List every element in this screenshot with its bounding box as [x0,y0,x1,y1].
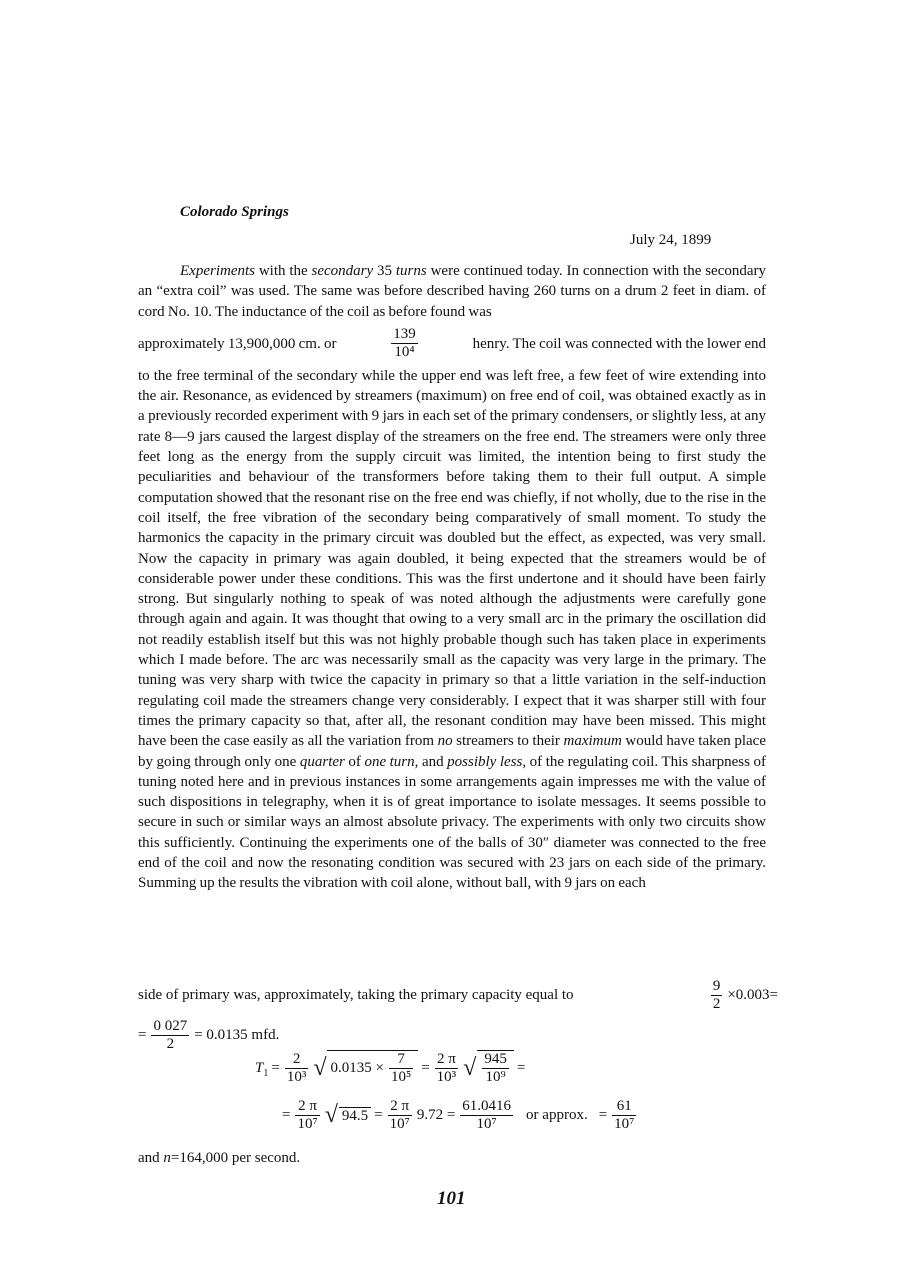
variable-n: n [163,1150,171,1166]
period-formula-line-1 [255,1050,525,1087]
capacity-result-line [138,1018,778,1054]
capacity-equation-line [138,978,778,1014]
fraction-seven [389,1051,413,1087]
text-run: streamers to their [452,733,564,750]
text-run: approximately 13,900,000 cm. or [138,335,337,352]
fraction-denominator: 10⁵ [390,1069,412,1086]
subscript: 1 [263,1067,269,1079]
text-run: 0.0135 × [330,1060,384,1077]
inductance-line [138,322,766,366]
page-number: 101 [437,1188,466,1209]
fraction-numerator: 0 027 [151,1018,189,1036]
text-run: ×0.003= [727,987,778,1004]
fraction-numerator: 2 π [388,1098,412,1116]
emphasis-possibly-less: possibly less [447,753,523,770]
emphasis-quarter: quarter [299,753,345,770]
fraction-denominator: 2 [166,1036,175,1053]
fraction-numerator: 139 [391,326,418,344]
emphasis-no: no [437,733,453,750]
text-run: with the [254,263,312,279]
equals-sign: = [421,1059,430,1076]
period-formula-line-2 [282,1098,638,1134]
equals-sign: = [138,1027,147,1044]
fraction-denominator: 10⁴ [394,344,415,361]
text-run: 9.72 = [416,1107,456,1124]
variable-T: T [255,1059,264,1076]
sqrt-icon: √ [463,1054,477,1081]
capacity-expression [709,978,778,1014]
fraction-two-pi [295,1098,319,1134]
text-run: henry. The coil was connected with the lower end [472,335,766,352]
equals-sign: = [271,1059,280,1076]
fraction-denominator: 10⁷ [297,1116,318,1133]
entry-date: July 24, 1899 [630,232,712,248]
fraction-two-over-thousand [285,1051,309,1087]
fraction-denominator: 10³ [436,1068,457,1085]
fraction-two-pi [435,1051,459,1087]
fraction-denominator: 10⁷ [476,1116,497,1133]
emphasis-secondary: secondary [311,263,374,279]
fraction-numerator: 61.0416 [460,1098,513,1116]
fraction-approx [612,1098,636,1134]
paragraph-main [138,366,766,894]
radicand-3: 94.5 [339,1107,371,1125]
equals-sign: = [374,1107,383,1124]
text-run: , of the regulating coil. This sharpness of tuning noted here and in previous instances in some arrangements again impresses me with the value of such dispositions in telegraphy, when it is of great importance to isolate messages. It seems possible to secure in such or similar ways an almost absolute privacy. The experiments with only two circuits show this sufficiently. Continuing the experiments one of the balls of 30″ diameter was connected to the free end of the coil and now the resonating condition was secured with 23 jars on each side of the primary. Summing up the results the vibration with coil alone, without ball, with 9 jars on each [138,753,767,892]
text-run: and [138,1150,164,1166]
period-symbol [255,1060,268,1077]
fraction-result [460,1098,513,1134]
text-run: or approx. [526,1107,588,1124]
fraction-nine-halves [711,978,723,1014]
fraction-numerator: 2 π [435,1051,459,1069]
sqrt-icon: √ [324,1102,338,1129]
fraction-denominator: 10⁷ [389,1116,410,1133]
text-run: , and [414,753,448,770]
text-run: = 0.0135 mfd. [194,1027,280,1044]
paragraph-intro [138,261,766,322]
fraction-numerator: 7 [389,1051,413,1069]
fraction-numerator: 9 [711,978,723,996]
place-heading: Colorado Springs [180,204,289,220]
equals-sign: = [598,1107,608,1124]
body-text [138,261,766,894]
fraction-denominator: 10⁷ [614,1116,635,1133]
text-run: 35 [373,263,396,279]
fraction-numerator: 945 [482,1051,509,1069]
frequency-line [138,1150,300,1167]
text-run: were continued today. In connection with the secondary an “extra coil” was used. The same was before described having 260 turns on a drum 2 feet in diam. of cord No. 10. The inductance of the coil as before found was [138,263,767,320]
fraction-numerator: 2 π [295,1098,319,1116]
fraction-945 [482,1051,509,1087]
fraction-denominator: 10⁹ [485,1069,506,1086]
text-run: to the free terminal of the secondary while the upper end was left free, a few feet of wire extending into the air. Resonance, as evidenced by streamers (maximum) on free end of coil, was obtained exactly as in a previously recorded experiment with 9 jars in each set of the primary condensers, or slightly less, at any rate 8—9 jars caused the largest display of the streamers on the free end. The streamers were only three feet long as the energy from the supply circuit was limited, the intention being to first study the peculiarities and behaviour of the transformers before taking them to their full output. A simple computation showed that the resonant rise on the free end was chiefly, if not wholly, due to the rise in the coil itself, the free vibration of the secondary being comparatively of small moment. To study the harmonics the capacity in the primary circuit was doubled but the effect, as expected, was very small. Now the capacity in primary was again doubled, it being expected that the streamers would be of considerable power under these conditions. This was the first undertone and it should have been fairly strong. But singularly nothing to speak of was noted although the adjustments were carefully gone through again and again. It was thought that owing to a very small arc in the primary the oscillation did not readily establish itself but this was not highly probable though such has taken place in experiments which I made before. The arc was necessarily small as the capacity was very large in the primary. The tuning was very sharp with twice the capacity in primary so that a little variation in the self-induction regulating coil made the streamers change very considerably. I expect that it was sharper still with four times the primary capacity so that, after all, the resonant condition may have been missed. This might have been the case easily as all the variation from [138,367,766,750]
fraction-numerator: 61 [612,1098,636,1116]
text-run: =164,000 per second. [170,1150,301,1166]
equals-sign: = [516,1059,526,1076]
fraction-capacity [151,1018,189,1054]
emphasis-turns: turns [395,263,427,279]
emphasis-maximum: maximum [563,733,622,750]
fraction-denominator: 2 [712,996,721,1013]
text-run: would have taken place by going through only one [138,733,766,770]
fraction-henry [391,326,418,362]
text-run: of [344,753,365,770]
fraction-numerator: 2 [285,1051,309,1069]
radicand-2 [477,1050,514,1087]
fraction-two-pi [388,1098,412,1134]
emphasis-one-turn: one turn [364,753,415,770]
sqrt-icon: √ [313,1054,327,1081]
radicand-1 [327,1050,418,1087]
emphasis-experiments: Experiments [180,263,255,279]
text-run: side of primary was, approximately, taking the primary capacity equal to [138,987,574,1004]
fraction-denominator: 10³ [286,1068,307,1085]
equals-sign: = [282,1107,291,1124]
